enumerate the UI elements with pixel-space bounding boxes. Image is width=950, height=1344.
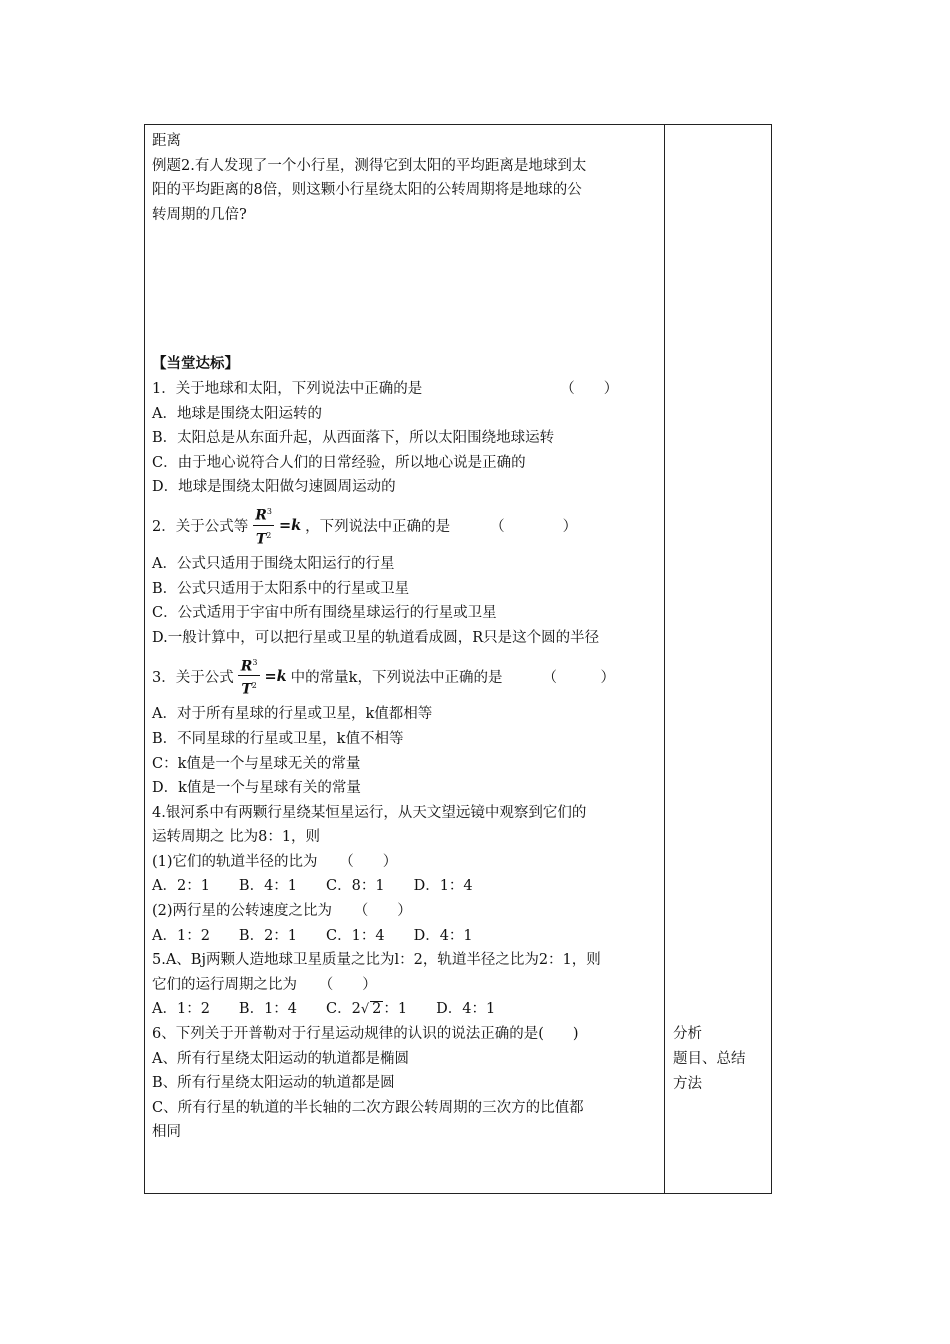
question-1-option: B．太阳总是从东面升起，从西面落下，所以太阳围绕地球运转 xyxy=(152,430,555,447)
worksheet-table xyxy=(144,124,772,1194)
question-2-option: D.一般计算中，可以把行星或卫星的轨道看成圆，R只是这个圆的半径 xyxy=(152,629,600,646)
question-2-option: A．公式只适用于围绕太阳运行的行星 xyxy=(152,555,395,572)
question-3-option: D．k值是一个与星球有关的常量 xyxy=(152,780,361,797)
question-1-option: A．地球是围绕太阳运转的 xyxy=(152,405,322,422)
kepler-formula: $\frac{R^3}{T^2}$ xyxy=(238,654,261,699)
question-4-sub2: (2)两行星的公转速度之比为 （ ） xyxy=(152,903,412,920)
formula-rhs: =k xyxy=(278,517,302,535)
question-2-stem: 2．关于公式等 $\frac{R^3}{T^2}$ =k ，下列说法中正确的是 （ ） xyxy=(152,500,662,552)
side-note: 分析 xyxy=(673,1026,702,1042)
section-title: 【当堂达标】 xyxy=(152,355,239,373)
question-3-stem: 3．关于公式 $\frac{R^3}{T^2}$ =k 中的常量k，下列说法中正确的是 （ ） xyxy=(152,650,662,702)
question-3-option: C：k值是一个与星球无关的常量 xyxy=(152,755,361,772)
question-5-stem: 5.A、Bj两颗人造地球卫星质量之比为l：2，轨道半径之比为2：1，则 xyxy=(152,952,601,969)
question-6-option: A、所有行星绕太阳运动的轨道都是椭圆 xyxy=(152,1050,409,1067)
example-2-line: 阳的平均距离的8倍，则这颗小行星绕太阳的公转周期将是地球的公 xyxy=(152,182,582,199)
question-6-option: C、所有行星的轨道的半长轴的二次方跟公转周期的三次方的比值都 xyxy=(152,1099,584,1116)
example-2-line: 转周期的几倍? xyxy=(152,206,247,223)
kepler-formula: $\frac{R^3}{T^2}$ xyxy=(252,503,275,548)
question-6-stem: 6、下列关于开普勒对于行星运动规律的认识的说法正确的是( ) xyxy=(152,1026,579,1043)
question-4-sub1: (1)它们的轨道半径的比为 （ ） xyxy=(152,853,398,870)
answer-space xyxy=(152,227,662,352)
question-4-stem: 4.银河系中有两颗行星绕某恒星运行，从天文望远镜中观察到它们的 xyxy=(152,804,587,821)
question-4-sub2-options: A．1：2 B．2：1 C．1：4 D．4：1 xyxy=(152,927,473,944)
question-5-options: A．1：2 B．1：4 C．2√ 2 ：1 D．4：1 xyxy=(152,1001,496,1018)
text-line: 距离 xyxy=(152,133,181,149)
question-1-stem: 1．关于地球和太阳，下列说法中正确的是 （ ） xyxy=(152,380,619,397)
question-5-stem: 它们的运行周期之比为 （ ） xyxy=(152,976,377,993)
sqrt-icon: √ xyxy=(360,1002,370,1018)
answer-paren: （ ） xyxy=(542,669,615,686)
question-4-sub1-options: A．2：1 B．4：1 C．8：1 D．1：4 xyxy=(152,878,473,895)
question-1-option: D．地球是围绕太阳做匀速圆周运动的 xyxy=(152,479,396,496)
example-2-line: 例题2.有人发现了一个小行星，测得它到太阳的平均距离是地球到太 xyxy=(152,157,587,174)
question-3-option: B．不同星球的行星或卫星，k值不相等 xyxy=(152,730,404,747)
question-3-option: A．对于所有星球的行星或卫星，k值都相等 xyxy=(152,706,433,723)
question-1-option: C．由于地心说符合人们的日常经验，所以地心说是正确的 xyxy=(152,454,526,471)
side-note: 题目、总结 xyxy=(673,1051,746,1067)
column-divider xyxy=(664,125,665,1193)
answer-paren: （ ） xyxy=(490,519,578,536)
side-notes-column xyxy=(673,1022,768,1097)
question-2-option: C．公式适用于宇宙中所有围绕星球运行的行星或卫星 xyxy=(152,605,497,622)
question-6-option: B、所有行星绕太阳运动的轨道都是圆 xyxy=(152,1075,395,1092)
question-4-stem: 运转周期之 比为8：1，则 xyxy=(152,829,321,846)
main-column xyxy=(152,129,662,1145)
answer-paren: （ ） xyxy=(560,380,619,397)
question-2-option: B．公式只适用于太阳系中的行星或卫星 xyxy=(152,580,410,597)
question-6-option: 相同 xyxy=(152,1124,181,1141)
sqrt-radicand: 2 xyxy=(372,1001,382,1018)
side-note: 方法 xyxy=(673,1076,702,1092)
formula-rhs: =k xyxy=(264,667,287,685)
